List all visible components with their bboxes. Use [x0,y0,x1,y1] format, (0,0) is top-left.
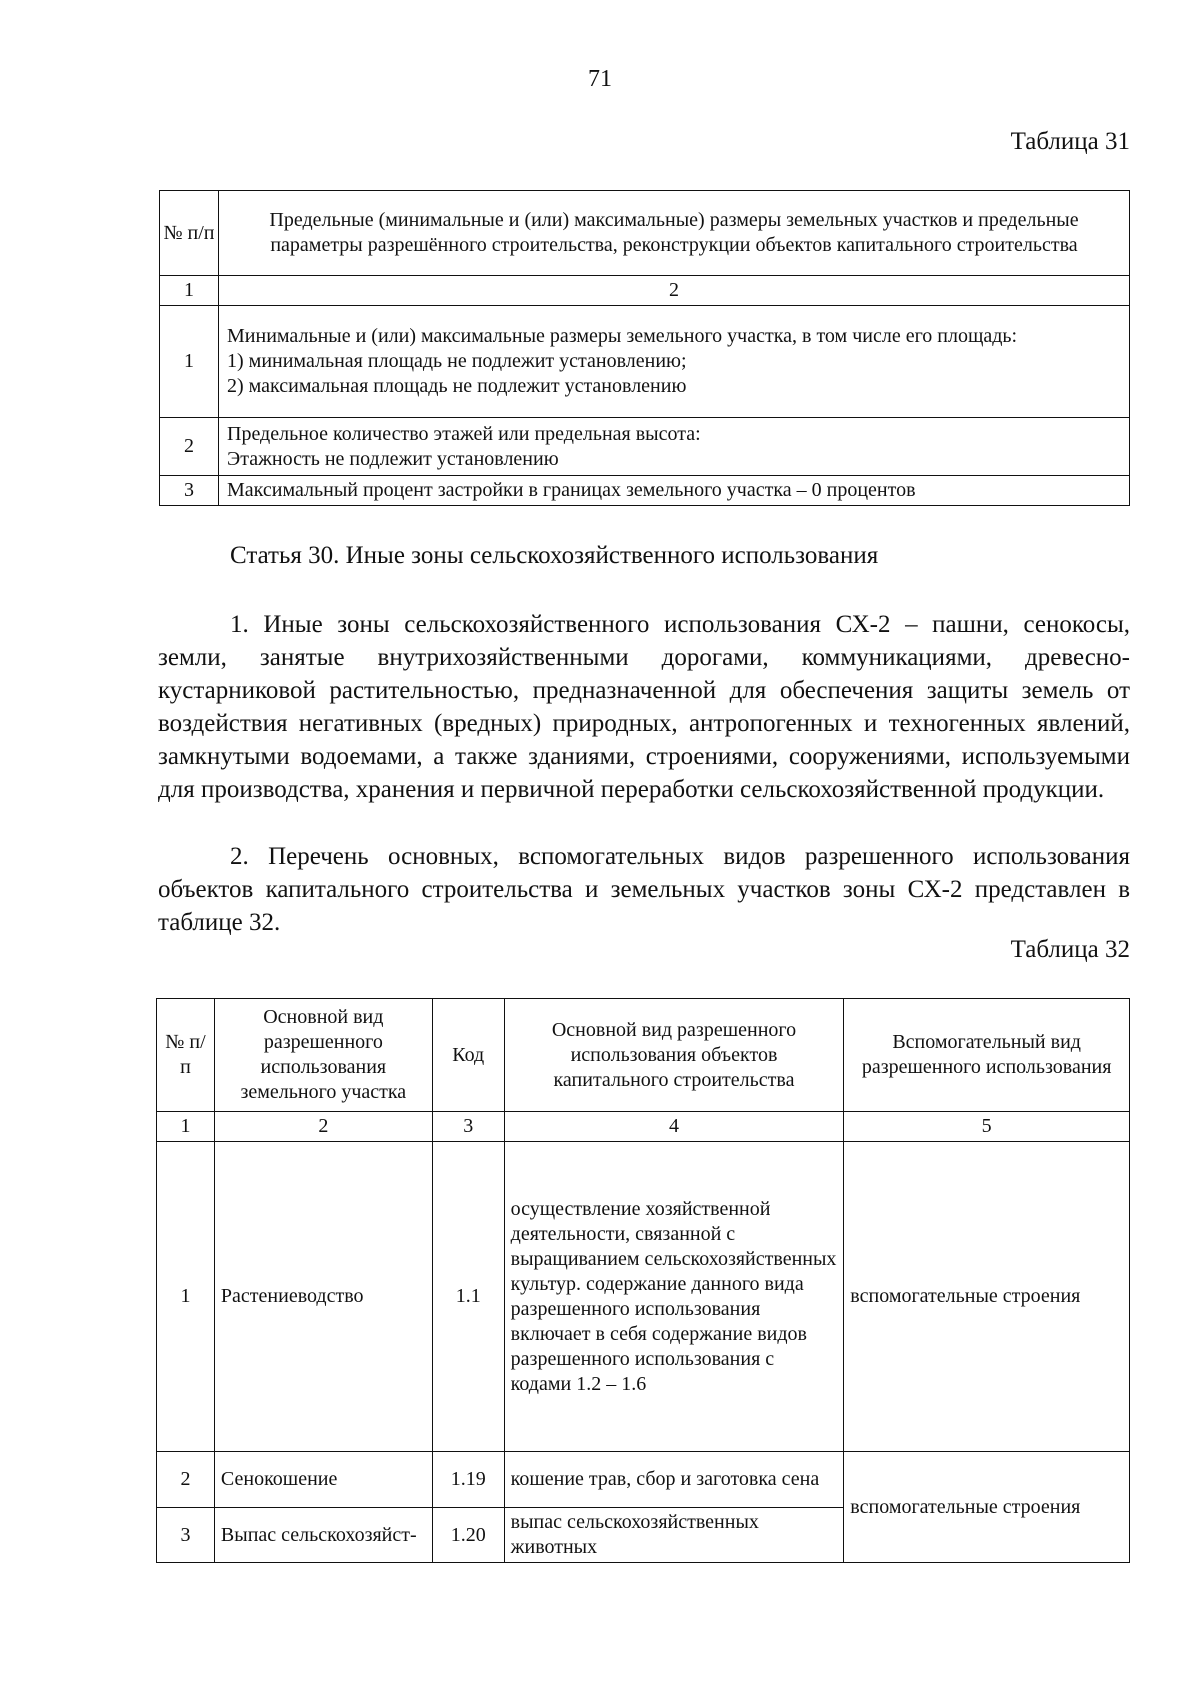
row-number: 1 [157,1142,215,1452]
row-number: 2 [157,1452,215,1508]
row-auxiliary-merged: вспомогательные строения [844,1452,1130,1563]
row-land-use: Выпас сельскохозяйст- [214,1508,432,1563]
row-line: 2) максимальная площадь не подлежит установлению [227,375,687,397]
row-line: Минимальные и (или) максимальные размеры земельного участка, в том числе его площадь: [227,325,1018,347]
row-content [219,306,1130,418]
table-row [160,418,1130,476]
table-row [160,476,1130,506]
table-32-index-row [157,1112,1130,1142]
row-number: 1 [160,306,219,418]
table-31 [159,190,1130,506]
row-capital-use: выпас сельскохозяйственных животных [504,1508,844,1563]
row-capital-use: кошение трав, сбор и заготовка сена [504,1452,844,1508]
row-number: 2 [160,418,219,476]
table-32-header-row [157,999,1130,1112]
table-32-index-cell: 3 [432,1112,504,1142]
row-content [219,418,1130,476]
table-32-index-cell: 4 [504,1112,844,1142]
row-number: 3 [160,476,219,506]
table-32-header-auxiliary: Вспомогательный вид разрешенного использования [844,999,1130,1112]
table-row [160,306,1130,418]
row-line: Предельное количество этажей или предельная высота: [227,422,701,445]
row-code: 1.19 [432,1452,504,1508]
row-line: 1) минимальная площадь не подлежит установлению; [227,350,687,372]
row-content [219,476,1130,506]
table-32-index-cell: 2 [214,1112,432,1142]
table-31-caption: Таблица 31 [1010,128,1130,155]
row-code: 1.20 [432,1508,504,1563]
table-31-index-row [160,276,1130,306]
paragraph-text: 2. Перечень основных, вспомогательных видов разрешенного использования объектов капитального строительства и земельных участков зоны СХ-2 представлен в таблице 32. [158,843,1130,936]
table-31-header-num: № п/п [160,191,219,276]
table-32-header-num: № п/п [157,999,215,1112]
article-title: Статья 30. Иные зоны сельскохозяйственного использования [230,542,879,569]
table-32-index-cell: 1 [157,1112,215,1142]
table-32-header-code: Код [432,999,504,1112]
row-code: 1.1 [432,1142,504,1452]
table-31-header-row [160,191,1130,276]
page-number: 71 [588,66,612,92]
row-land-use: Сенокошение [214,1452,432,1508]
row-capital-use: осуществление хозяйственной деятельности, связанной с выращиванием сельскохозяйственных культур. содержание данного вида разрешенного использования включает в себя содержание видов разрешенного использования с кодами 1.2 – 1.6 [504,1142,844,1452]
table-32-index-cell: 5 [844,1112,1130,1142]
table-32-header-land-use: Основной вид разрешенного использования земельного участка [214,999,432,1112]
table-32-caption: Таблица 32 [1010,936,1130,963]
row-line: Этажность не подлежит установлению [227,447,559,470]
row-line: Максимальный процент застройки в границах земельного участка – 0 процентов [227,479,916,501]
table-row [157,1142,1130,1452]
table-32 [156,998,1130,1563]
paragraph-text: 1. Иные зоны сельскохозяйственного использования СХ-2 – пашни, сенокосы, земли, занятые внутрихозяйственными дорогами, коммуникациями, древесно-кустарниковой растительностью, предназначенной для обеспечения защиты земель от воздействия негативных (вредных) природных, антропогенных и техногенных явлений, замкнутыми водоемами, а также зданиями, строениями, сооружениями, используемыми для производства, хранения и первичной переработки сельскохозяйственной продукции. [158,611,1130,803]
table-31-index-cell: 2 [219,276,1130,306]
row-land-use: Растениеводство [214,1142,432,1452]
article-paragraph-1 [158,608,1130,806]
row-number: 3 [157,1508,215,1563]
table-31-header-param: Предельные (минимальные и (или) максимальные) размеры земельных участков и предельные параметры разрешённого строительства, реконструкции объектов капитального строительства [219,191,1130,276]
table-31-index-cell: 1 [160,276,219,306]
article-paragraph-2 [158,840,1130,939]
table-32-header-capital-use: Основной вид разрешенного использования объектов капитального строительства [504,999,844,1112]
row-auxiliary: вспомогательные строения [844,1142,1130,1452]
table-row [157,1452,1130,1508]
